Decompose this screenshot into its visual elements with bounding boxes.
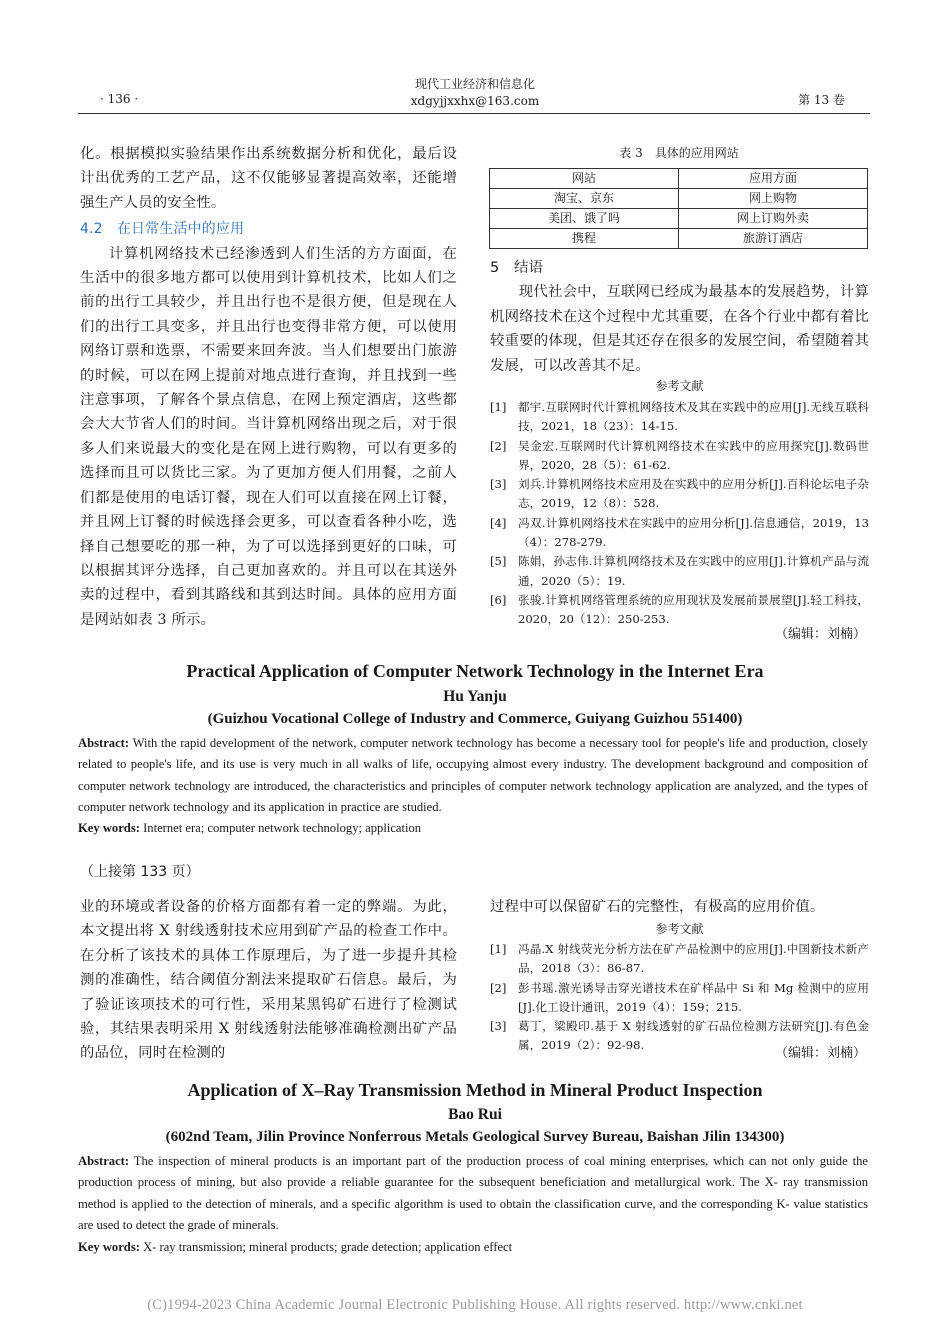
applications-table <box>489 168 868 249</box>
paragraph-continued: 业的环境或者设备的价格方面都有着一定的弊端。为此，本文提出将 X 射线透射技术应用到矿产品的检查工作中。在分析了该技术的具体工作原理后，为了进一步提升其检测的准确性，结合阈值分割法来提取矿石信息。最后，为了验证该项技术的可行性，采用某黑钨矿石进行了检测试验，其结果表明采用 X 射线透射法能够准确检测出矿产品的品位，同时在检测的 <box>80 899 457 1062</box>
copyright-footer: (C)1994-2023 China Academic Journal Electronic Publishing House. All rights reserved. http://www.cnki.net <box>147 1297 803 1313</box>
english-title: Application of X–Ray Transmission Method in Mineral Product Inspection <box>187 1080 763 1100</box>
references-list <box>490 398 869 630</box>
article2-left-column <box>80 895 457 1066</box>
paragraph-daily-life: 计算机网络技术已经渗透到人们生活的方方面面，在生活中的很多地方都可以使用到计算机技术，比如人们之前的出行工具较少，并且出行也不是很方便，但是现在人们的出行工具变多，并且出行也变得非常方便，可以使用网络订票和选票，不需要来回奔波。当人们想要出门旅游的时候，可以在网上提前对地点进行查询，并且找到一些注意事项，了解各个景点信息，在网上预定酒店，这些都会大大节省人们的时间。当计算机网络出现之后，对于很多人们来说最大的变化是在网上进行购物，可以有更多的选择而且可以货比三家。为了更加方便人们用餐，之前人们都是使用的电话订餐，现在人们可以直接在网上订餐，并且网上订餐的时候选择会更多，可以查看各种小吃，选择自己想要吃的那一种，为了可以选择到更好的口味，可以根据其评分选择，自己更加喜欢的。并且可以在其送外卖的过程中，看到其路线和其到达时间。具体的应用方面是网站如表 3 所示。 <box>80 245 457 628</box>
editor-note: （编辑：刘楠） <box>775 627 867 642</box>
references-list <box>490 940 869 1056</box>
table-header-cell: 应用方面 <box>679 169 868 189</box>
reference-item: [2] 彭书瑶.激光诱导击穿光谱技术在矿样品中 Si 和 Mg 检测中的应用[J].化工设计通讯，2019（4）：159；215. <box>490 980 869 1014</box>
english-affiliation: (Guizhou Vocational College of Industry and Commerce, Guiyang Guizhou 551400) <box>207 711 743 727</box>
abstract-label: Abstract: <box>78 736 130 750</box>
table-cell: 美团、饿了吗 <box>490 209 679 229</box>
paragraph-conclusion: 现代社会中，互联网已经成为最基本的发展趋势，计算机网络技术在这个过程中尤其重要，在各个行业中都有着比较重要的体现，但是其还存在很多的发展空间，希望随着其发展，可以改善其不足。 <box>490 284 869 374</box>
continued-note: （上接第 133 页） <box>80 864 200 880</box>
keywords-label: Key words: <box>78 821 140 835</box>
table-row <box>490 189 868 209</box>
paragraph-continued: 化。根据模拟实验结果作出系统数据分析和优化，最后设计出优秀的工艺产品，这不仅能够显著提高效率，还能增强生产人员的安全性。 <box>80 146 457 211</box>
article2-right-column <box>490 895 869 919</box>
reference-item: [1] 冯晶.X 射线荧光分析方法在矿产品检测中的应用[J].中国新技术新产品，2018（3）：86-87. <box>490 942 869 976</box>
english-abstract <box>78 1151 868 1236</box>
journal-email: xdgyjjxxhx@163.com <box>410 94 540 108</box>
page-number: · 136 · <box>100 92 139 106</box>
table-row <box>490 209 868 229</box>
reference-item: [5] 陈娟，孙志伟.计算机网络技术及在实践中的应用[J].计算机产品与流通，2020（5）：19. <box>490 554 869 588</box>
keywords-label: Key words: <box>78 1240 140 1254</box>
table-caption: 表 3 具体的应用网站 <box>619 146 739 160</box>
reference-item: [3] 葛丁，梁殿印.基于 X 射线透射的矿石品位检测方法研究[J].有色金属，2019（2）：92-98. <box>490 1019 869 1053</box>
english-author: Hu Yanju <box>443 688 507 705</box>
article1-left-column <box>80 142 457 632</box>
volume-label: 第 13 卷 <box>798 93 845 107</box>
references-title: 参考文献 <box>655 379 704 393</box>
table-cell: 携程 <box>490 229 679 249</box>
abstract-text: With the rapid development of the network, computer network technology has become a necessary tool for people's life and production, closely related to people's life, and its use is very much in all walks of life, occupying almost every industry. The development background and composition of computer network technology are introduced, the characteristics and principles of computer network technology application are analyzed, and the types of computer network technology and its application in practice are studied. <box>78 736 868 814</box>
reference-item: [1] 都宇.互联网时代计算机网络技术及其在实践中的应用[J].无线互联科技，2021，18（23）：14-15. <box>490 400 869 434</box>
paragraph-continued: 过程中可以保留矿石的完整性，有极高的应用价值。 <box>490 899 825 915</box>
keywords-text: Internet era; computer network technology; application <box>143 821 422 835</box>
english-affiliation: (602nd Team, Jilin Province Nonferrous Metals Geological Survey Bureau, Baishan Jilin 134300) <box>165 1129 785 1145</box>
table-cell: 网上订购外卖 <box>679 209 868 229</box>
section-title-conclusion: 5 结语 <box>490 260 544 276</box>
reference-item: [6] 张骏.计算机网络管理系统的应用现状及发展前景展望[J].轻工科技，2020，20（12）：250-253. <box>490 592 869 627</box>
english-author: Bao Rui <box>448 1106 502 1123</box>
abstract-label: Abstract: <box>78 1154 130 1168</box>
editor-note: （编辑：刘楠） <box>775 1046 867 1061</box>
reference-item: [2] 吴金宏.互联网时代计算机网络技术在实践中的应用探究[J].数码世界，2020，28（5）：61-62. <box>490 438 869 472</box>
table-row <box>490 229 868 249</box>
table-header-cell: 网站 <box>490 169 679 189</box>
journal-header <box>300 76 650 110</box>
journal-name: 现代工业经济和信息化 <box>414 77 535 91</box>
references-title: 参考文献 <box>655 922 704 936</box>
table-cell: 网上购物 <box>679 189 868 209</box>
reference-item: [3] 刘兵.计算机网络技术应用及在实践中的应用分析[J].百科论坛电子杂志，2019，12（8）：528. <box>490 477 869 511</box>
keywords-text: X- ray transmission; mineral products; grade detection; application effect <box>143 1240 513 1254</box>
reference-item: [4] 冯双.计算机网络技术在实践中的应用分析[J].信息通信，2019，13（4）：278-279. <box>490 515 869 550</box>
english-abstract <box>78 733 868 818</box>
section-title-4-2: 4.2 在日常生活中的应用 <box>80 221 245 238</box>
header-divider <box>78 113 870 114</box>
table-header-row <box>490 169 868 189</box>
abstract-text: The inspection of mineral products is an important part of the production process of coal mining enterprises, which can not only guide the production process of mining, but also provide a reliable guarantee for the subsequent beneficiation and metallurgical work. The X- ray transmission method is applied to the detection of minerals, and a specific algorithm is used to obtain the classification curve, and the corresponding K- value statistics are used to detect the grade of minerals. <box>78 1154 868 1232</box>
table-cell: 淘宝、京东 <box>490 189 679 209</box>
english-keywords <box>78 1237 868 1258</box>
english-keywords <box>78 818 868 839</box>
conclusion-section <box>490 256 869 378</box>
table-cell: 旅游订酒店 <box>679 229 868 249</box>
english-title: Practical Application of Computer Network Technology in the Internet Era <box>186 661 764 681</box>
